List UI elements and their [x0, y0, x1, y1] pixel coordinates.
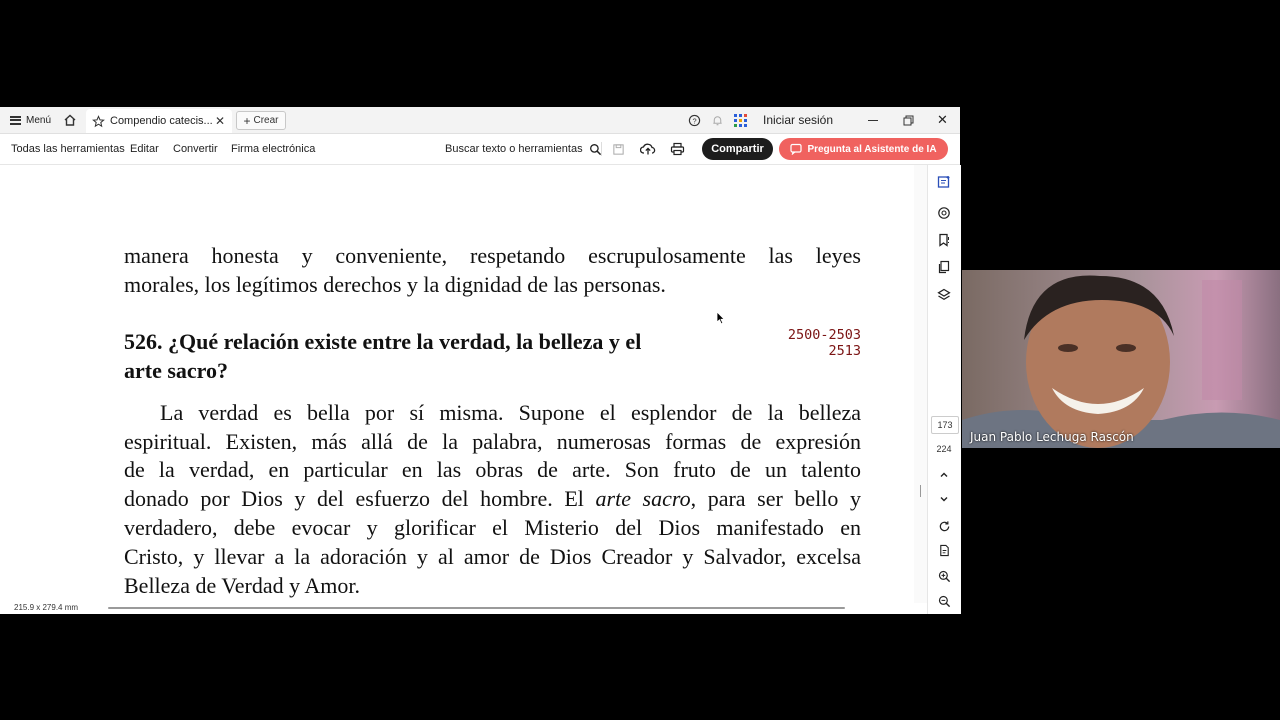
edit-menu[interactable]	[130, 134, 159, 164]
ai-assistant-button[interactable]	[779, 138, 948, 160]
chevron-up-icon	[939, 470, 949, 480]
close-window-button[interactable]	[937, 107, 948, 133]
right-tool-rail	[927, 165, 961, 614]
restore-icon	[903, 115, 914, 126]
document-settings-icon	[938, 544, 951, 557]
answer-line: verdadero, debe evocar y glorificar el Misterio del Dios manifestado en	[124, 515, 861, 540]
video-participant-tile	[962, 270, 1280, 448]
search-label: Buscar texto o herramientas	[445, 143, 583, 155]
previous-page-button[interactable]	[936, 467, 952, 483]
main-toolbar	[0, 134, 960, 165]
restore-button[interactable]	[903, 107, 914, 133]
svg-text:?: ?	[692, 115, 697, 125]
horizontal-scrollbar[interactable]	[108, 607, 845, 609]
participant-video-frame	[962, 270, 1280, 448]
answer-line-with-emphasis	[124, 486, 861, 512]
next-page-button[interactable]	[936, 491, 952, 507]
emphasis-text: arte sacro	[595, 486, 691, 511]
tab-compendio[interactable]	[86, 109, 232, 133]
pdf-reader-window	[0, 107, 960, 614]
question-heading-line: arte sacro?	[124, 358, 229, 383]
save-button[interactable]	[612, 134, 625, 164]
page-size-readout: 215.9 x 279.4 mm	[14, 603, 79, 612]
create-label: Crear	[253, 115, 279, 126]
total-pages: 224	[936, 444, 952, 454]
ai-chat-icon	[790, 143, 802, 155]
copy-pages-icon	[937, 260, 951, 274]
all-tools-label: Todas las herramientas	[11, 143, 125, 155]
menu-label: Menú	[26, 114, 52, 126]
current-page-input[interactable]: 173	[931, 416, 959, 434]
ai-assistant-label: Pregunta al Asistente de IA	[807, 143, 937, 155]
convert-menu[interactable]	[173, 134, 218, 164]
edit-label: Editar	[130, 143, 159, 155]
home-button[interactable]	[63, 107, 77, 133]
star-icon[interactable]	[92, 115, 105, 128]
answer-text: donado por Dios y del esfuerzo del hombre. El	[124, 486, 596, 511]
comment-add-icon	[937, 175, 951, 189]
layers-button[interactable]	[936, 287, 952, 303]
share-button[interactable]	[702, 138, 773, 160]
question-heading-line: 526. ¿Qué relación existe entre la verdad, la belleza y el	[124, 329, 642, 354]
answer-line: Belleza de Verdad y Amor.	[124, 573, 361, 598]
share-label: Compartir	[711, 143, 764, 155]
printer-icon	[670, 142, 685, 156]
scroll-thumb[interactable]	[920, 485, 921, 497]
catechism-reference: 2513	[828, 343, 861, 359]
participant-name: Juan Pablo Lechuga Rascón	[970, 430, 1134, 444]
zoom-out-button[interactable]	[936, 593, 952, 609]
search-tools[interactable]	[445, 134, 602, 164]
minimize-button[interactable]	[868, 107, 878, 133]
save-icon	[612, 143, 625, 156]
annotate-tool-button[interactable]	[936, 205, 952, 221]
paragraph-line: morales, los legítimos derechos y la dignidad de las personas.	[124, 272, 666, 297]
create-button[interactable]	[236, 111, 286, 130]
help-button[interactable]	[688, 107, 701, 133]
esign-label: Firma electrónica	[231, 143, 316, 155]
comment-tool-button[interactable]	[936, 174, 952, 190]
status-bar	[0, 603, 914, 614]
title-bar	[0, 107, 960, 134]
minimize-icon	[868, 120, 878, 121]
esign-menu[interactable]	[231, 134, 315, 164]
chevron-down-icon	[939, 494, 949, 504]
notifications-button[interactable]	[711, 107, 724, 133]
answer-line: Cristo, y llevar a la adoración y al amor de Dios Creador y Salvador, excelsa	[124, 544, 861, 569]
tab-title: Compendio catecis...	[110, 115, 213, 127]
search-icon	[589, 143, 602, 156]
answer-line: de la verdad, en particular en las obras de arte. Son fruto de un talento	[124, 457, 861, 482]
document-page	[0, 165, 914, 603]
bookmarks-button[interactable]	[936, 232, 952, 248]
zoom-out-icon	[938, 595, 951, 608]
hamburger-icon	[10, 116, 21, 125]
home-icon	[63, 113, 77, 127]
close-icon: ✕	[937, 112, 948, 127]
plus-icon: +	[243, 113, 251, 128]
pages-button[interactable]	[936, 259, 952, 275]
mouse-cursor-icon	[716, 311, 726, 325]
upload-button[interactable]	[640, 134, 656, 164]
cloud-upload-icon	[640, 142, 656, 156]
convert-label: Convertir	[173, 143, 218, 155]
answer-line: espiritual. Existen, más allá de la palabra, numerosas formas de expresión	[124, 429, 861, 454]
print-button[interactable]	[670, 134, 685, 164]
help-icon	[688, 114, 701, 127]
answer-text: , para ser bello y	[690, 486, 861, 511]
page-settings-button[interactable]	[936, 542, 952, 558]
refresh-icon	[938, 520, 951, 533]
zoom-in-button[interactable]	[936, 568, 952, 584]
menu-button[interactable]	[10, 107, 51, 133]
toolbar-divider	[601, 142, 602, 156]
paragraph-line: manera honesta y conveniente, respetando escrupulosamente las leyes	[124, 243, 861, 268]
apps-grid-icon	[734, 114, 747, 127]
bell-icon	[711, 114, 724, 127]
refresh-button[interactable]	[936, 518, 952, 534]
signin-label: Iniciar sesión	[763, 113, 834, 127]
answer-line: La verdad es bella por sí misma. Supone el esplendor de la belleza	[160, 400, 861, 425]
close-tab-icon[interactable]: ✕	[214, 114, 225, 128]
zoom-in-icon	[938, 570, 951, 583]
layers-icon	[937, 288, 951, 302]
vertical-scrollbar[interactable]	[914, 165, 927, 603]
at-sign-icon	[937, 206, 951, 220]
catechism-reference: 2500-2503	[787, 327, 861, 343]
all-tools-menu[interactable]	[11, 134, 125, 164]
signin-button[interactable]	[763, 107, 833, 133]
apps-button[interactable]	[734, 107, 747, 133]
bookmark-icon	[937, 233, 951, 247]
